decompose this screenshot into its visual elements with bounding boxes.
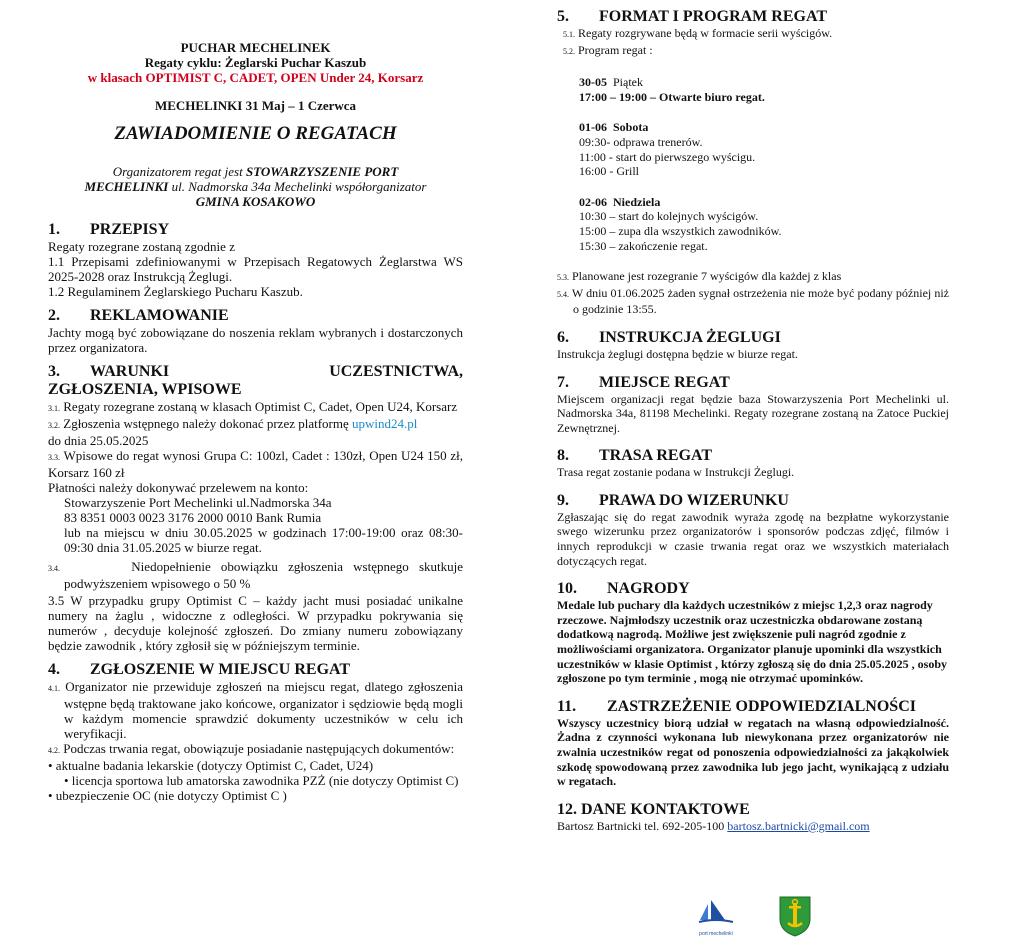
left-column (48, 0, 463, 803)
email-link[interactable]: bartosz.bartnicki@gmail.com (727, 818, 870, 833)
s3-pay-1: Stowarzyszenie Port Mechelinki ul.Nadmorska 34a (64, 495, 332, 510)
s3-pay-intro: Płatności należy dokonywać przelewem na konto: (48, 480, 309, 495)
gmina-kosakowo-crest (778, 895, 812, 937)
organizer-text: Organizatorem regat jest STOWARZYSZENIE PORT MECHELINKI ul. Nadmorska 34a Mechelinki współorganizator GMINA KOSAKOWO (84, 164, 427, 209)
crest-icon (778, 895, 812, 937)
s2-text: Jachty mogą być zobowiązane do noszenia reklam wybranych i dostarczonych przez organizatora. (48, 325, 463, 355)
section-heading-2: 2. REKLAMOWANIE (48, 307, 229, 324)
section-heading-3: 3. WARUNKI UCZESTNICTWA, (48, 363, 463, 380)
s3-pay-2: 83 8351 0003 0023 3176 2000 0010 Bank Rumia (64, 510, 322, 525)
s11-text: Wszyscy uczestnicy biorą udział w regatach na własną odpowiedzialność. Żadna z czynności wykonana lub niewykonana przez organizatorów nie zwalnia uczestników regat od ponoszenia odpowiedzialności za jakąkolwiek szkodę spowodowaną przez zawodnika lub jego jacht, wynikającą z udziału w regatach. (557, 715, 949, 789)
s9-text: Zgłaszając się do regat zawodnik wyraża zgodę na bezpłatne wykorzystanie swego wizerunku przez organizatorów i sponsorów podczas zdjęć, filmów i innych reprodukcji w czasie trwania regat oraz we wszystkich materiałach dotyczących regat. (557, 509, 949, 568)
event-title: PUCHAR MECHELINEK (180, 40, 331, 55)
day3-line1: 10:30 – start do kolejnych wyścigów. (579, 209, 759, 224)
section-heading-8: 8. TRASA REGAT (557, 447, 713, 465)
day2-heading: 01-06 Sobota (579, 120, 649, 135)
contact-line: Bartosz Bartnicki tel. 692-205-100 bartosz.bartnicki@gmail.com (557, 818, 870, 833)
s3-32: 3.2. Zgłoszenia wstępnego należy dokonać przez platformę upwind24.pl do dnia 25.05.2025 (48, 416, 418, 448)
s1-p12: 1.2 Regulaminem Żeglarskiego Pucharu Kaszub. (48, 284, 303, 299)
section-heading-5: 5. FORMAT I PROGRAM REGAT (557, 8, 827, 25)
s3-34: 3.4. Niedopełnienie obowiązku zgłoszenia wstępnego skutkuje podwyższeniem wpisowego o 50 % (48, 559, 464, 591)
day2-line2: 11:00 - start do pierwszego wyścigu. (579, 149, 756, 164)
section-heading-1: 1. PRZEPISY (48, 221, 170, 238)
s3-33: 3.3. Wpisowe do regat wynosi Grupa C: 100zl, Cadet : 130zł, Open U24 150 zł, Korsarz 160 zł (48, 448, 463, 480)
s4-42: 4.2. Podczas trwania regat, obowiązuje posiadanie następujących dokumentów: (48, 741, 455, 756)
schedule (557, 75, 949, 253)
section-heading-4: 4. ZGŁOSZENIE W MIEJSCU REGAT (48, 661, 351, 678)
port-mechelinki-logo (693, 896, 739, 936)
section-heading-9: 9. PRAWA DO WIZERUNKU (557, 491, 789, 509)
upwind-link[interactable]: upwind24.pl (352, 416, 418, 431)
port-logo-text: port mechelinki (699, 931, 733, 937)
s4-41: 4.1. Organizator nie przewiduje zgłoszeń na miejscu regat, dlatego zgłoszenia wstępne będą traktowane jako końcowe, organizator i sędziowie będą mogli w każdym momencie sprawdzić dokumenty uczestników w celu ich weryfikacji. (48, 679, 463, 741)
s4-b2: • licencja sportowa lub amatorska zawodnika PZŻ (nie dotyczy Optimist C) (64, 773, 459, 788)
s10-text: Medale lub puchary dla każdych uczestników z miejsc 1,2,3 oraz nagrody rzeczowe. Najmłodszy uczestnik oraz uczestniczka obdarowane zostaną dodatkową nagrodą. Możliwe jest zwiększenie puli nagród zgodnie z możliwościami organizatora. Organizator planuje upominki dla wszystkich uczestników w klasie Optimist , którzy zgłoszą się do dnia 25.05.2025 , osoby zgłoszone po tym terminie , mogą nie otrzymać upominków. (557, 598, 948, 686)
s7-text: Miejscem organizacji regat będzie baza Stowarzyszenia Port Mechelinki ul. Nadmorska 34a, 81198 Mechelinki. Regaty rozegrane zostaną na Zatoce Puckiej Zewnętrznej. (557, 391, 949, 435)
notice-heading: ZAWIADOMIENIE O REGATACH (114, 123, 397, 144)
event-subtitle: Regaty cyklu: Żeglarski Puchar Kaszub (144, 55, 367, 70)
section-heading-11: 11. ZASTRZEŻENIE ODPOWIEDZIALNOŚCI (557, 697, 916, 715)
event-classes: w klasach OPTIMIST C, CADET, OPEN Under 24, Korsarz (87, 70, 424, 85)
day3-line2: 15:00 – zupa dla wszystkich zawodników. (579, 223, 782, 238)
s8-text: Trasa regat zostanie podana w Instrukcji Żeglugi. (557, 465, 795, 480)
s3-31: 3.1. Regaty rozegrane zostaną w klasach Optimist C, Cadet, Open U24, Korsarz (48, 399, 458, 414)
s5-54: 5.4. W dniu 01.06.2025 żaden sygnał ostrzeżenia nie może być podany później niż o godzinie 13:55. (557, 285, 949, 317)
sail-icon (693, 896, 739, 926)
section-heading-12: 12. DANE KONTAKTOWE (557, 800, 750, 818)
s5-53: 5.3. Planowane jest rozegranie 7 wyścigów dla każdej z klas (557, 269, 842, 284)
section-heading-10: 10. NAGRODY (557, 580, 690, 598)
section-heading-6: 6. INSTRUKCJA ŻEGLUGI (557, 328, 781, 346)
section-heading-7: 7. MIEJSCE REGAT (557, 373, 730, 391)
day2-line1: 09:30- odprawa trenerów. (579, 134, 703, 149)
day1-heading: 30-05 Piątek (579, 75, 643, 90)
section-heading-3b: ZGŁOSZENIA, WPISOWE (48, 381, 242, 398)
right-column (557, 0, 949, 833)
day1-line1: 17:00 – 19:00 – Otwarte biuro regat. (579, 89, 765, 104)
day3-heading: 02-06 Niedziela (579, 194, 661, 209)
s1-intro: Regaty rozegrane zostaną zgodnie z (48, 239, 235, 254)
day2-line3: 16:00 - Grill (579, 164, 639, 179)
s5-52: 5.2. Program regat : (563, 42, 653, 57)
day3-line3: 15:30 – zakończenie regat. (579, 238, 708, 253)
event-place-date: MECHELINKI 31 Maj – 1 Czerwca (154, 98, 357, 113)
s4-b3: • ubezpieczenie OC (nie dotyczy Optimist C ) (48, 788, 287, 803)
s4-b1: • aktualne badania lekarskie (dotyczy Optimist C, Cadet, U24) (48, 758, 374, 773)
s3-35: 3.5 W przypadku grupy Optimist C – każdy jacht musi posiadać unikalne numery na żaglu , widoczne z odległości. W przypadku pokrywania się numerów , decyduje kolejność zgłoszeń. Do zmiany numeru zobowiązany będzie zawodnik , który zgłosił się w późniejszym terminie. (48, 593, 463, 653)
s1-p11: 1.1 Przepisami zdefiniowanymi w Przepisach Regatowych Żeglarstwa WS 2025-2028 oraz Instrukcją Żeglugi. (48, 254, 463, 284)
s5-51: 5.1. Regaty rozgrywane będą w formacie serii wyścigów. (563, 26, 833, 40)
s3-pay-3: lub na miejscu w dniu 30.05.2025 w godzinach 17:00-19:00 oraz 08:30-09:30 dnia 31.05.2025 w biurze regat. (64, 525, 463, 555)
s6-text: Instrukcja żeglugi dostępna będzie w biurze regat. (557, 346, 798, 361)
